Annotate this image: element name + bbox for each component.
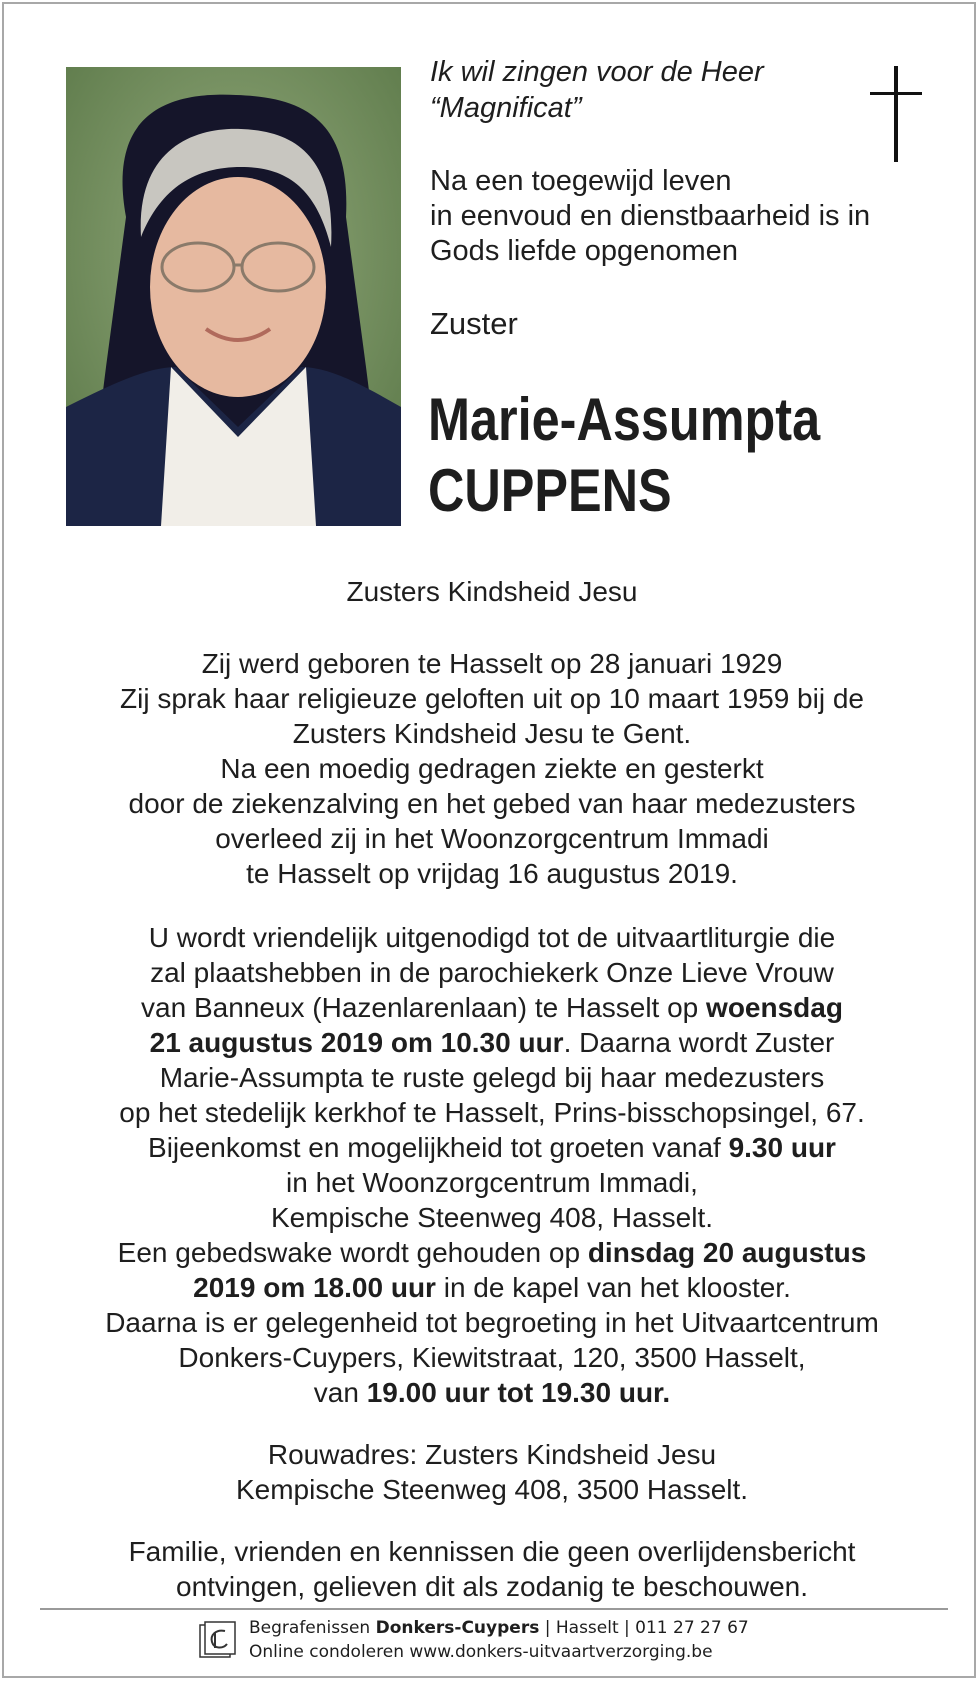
condolence-link[interactable]: Online condoleren www.donkers-uitvaartverzorging.be: [249, 1642, 713, 1662]
funeral-home-name: Donkers-Cuypers: [375, 1618, 540, 1638]
first-name: Marie-Assumpta: [428, 386, 821, 453]
bio-line: Zij werd geboren te Hasselt op 28 januari 1929: [201, 648, 783, 679]
congregation: Zusters Kindsheid Jesu: [346, 576, 638, 607]
bio-line: Na een moedig gedragen ziekte en gesterkt: [220, 753, 764, 784]
donkers-cuypers-logo-icon: [198, 1621, 236, 1661]
mourning-address: [4, 1437, 980, 1507]
bio-line: Zij sprak haar religieuze geloften uit op 10 maart 1959 bij de: [120, 683, 864, 714]
quote-line: Ik wil zingen voor de Heer: [430, 56, 764, 88]
greeting-hours: 19.00 uur tot 19.30 uur.: [366, 1377, 671, 1408]
funeral-line: Kempische Steenweg 408, Hasselt.: [270, 1202, 714, 1233]
portrait-image: [66, 67, 401, 526]
funeral-line: zal plaatshebben in de parochiekerk Onze Lieve Vrouw: [150, 957, 834, 988]
bio-line: door de ziekenzalving en het gebed van haar medezusters: [128, 788, 856, 819]
last-name: CUPPENS: [428, 457, 672, 524]
funeral-line: Bijeenkomst en mogelijkheid tot groeten vanaf 9.30 uur: [148, 1132, 836, 1163]
funeral-line: in het Woonzorgcentrum Immadi,: [286, 1167, 698, 1198]
funeral-line: op het stedelijk kerkhof te Hasselt, Prins-bisschopsingel, 67.: [119, 1097, 865, 1128]
visitation-time: 9.30 uur: [728, 1132, 836, 1163]
funeral-line: 2019 om 18.00 uur in de kapel van het klooster.: [193, 1272, 791, 1303]
biography: [4, 646, 980, 891]
funeral-line: van 19.00 uur tot 19.30 uur.: [313, 1377, 671, 1408]
vigil-day: dinsdag 20 augustus: [587, 1237, 867, 1268]
funeral-day: woensdag: [706, 992, 843, 1023]
address-line: Rouwadres: Zusters Kindsheid Jesu: [267, 1439, 717, 1470]
funeral-line: Marie-Assumpta te ruste gelegd bij haar medezusters: [159, 1062, 825, 1093]
funeral-datetime: 21 augustus 2019 om 10.30 uur: [149, 1027, 564, 1058]
notice-line: ontvingen, gelieven dit als zodanig te beschouwen.: [176, 1571, 808, 1602]
intro-line: Gods liefde opgenomen: [430, 235, 738, 267]
notice-text: [4, 1534, 980, 1604]
intro-line: Na een toegewijd leven: [430, 165, 732, 197]
cross-icon: [868, 64, 928, 164]
funeral-line: Daarna is er gelegenheid tot begroeting in het Uitvaartcentrum: [105, 1307, 879, 1338]
hymn-quote: [430, 54, 850, 126]
footer-divider: [40, 1608, 948, 1610]
bio-line: Zusters Kindsheid Jesu te Gent.: [292, 718, 692, 749]
obituary-card: [2, 2, 976, 1678]
deceased-name: [428, 384, 820, 526]
funeral-line: van Banneux (Hazenlarenlaan) te Hasselt op woensdag: [141, 992, 843, 1023]
notice-line: Familie, vrienden en kennissen die geen overlijdensbericht: [128, 1536, 856, 1567]
intro-line: in eenvoud en dienstbaarheid is in: [430, 200, 871, 232]
funeral-line: Donkers-Cuypers, Kiewitstraat, 120, 3500 Hasselt,: [178, 1342, 806, 1373]
quote-line: “Magnificat”: [430, 92, 582, 124]
vigil-time: 2019 om 18.00 uur: [193, 1272, 436, 1303]
title-word: Zuster: [430, 306, 518, 341]
funeral-line: 21 augustus 2019 om 10.30 uur. Daarna wordt Zuster: [149, 1027, 835, 1058]
portrait-photo: [66, 67, 401, 526]
funeral-line: U wordt vriendelijk uitgenodigd tot de uitvaartliturgie die: [148, 922, 836, 953]
funeral-details: [4, 920, 980, 1410]
funeral-home-line: Begrafenissen Donkers-Cuypers | Hasselt | 011 27 27 67: [249, 1618, 749, 1638]
bio-line: overleed zij in het Woonzorgcentrum Immadi: [215, 823, 769, 854]
bio-line: te Hasselt op vrijdag 16 augustus 2019.: [246, 858, 738, 889]
funeral-home-info: [249, 1616, 749, 1664]
address-line: Kempische Steenweg 408, 3500 Hasselt.: [235, 1474, 749, 1505]
intro-text: [430, 164, 950, 269]
funeral-line: Een gebedswake wordt gehouden op dinsdag 20 augustus: [117, 1237, 867, 1268]
